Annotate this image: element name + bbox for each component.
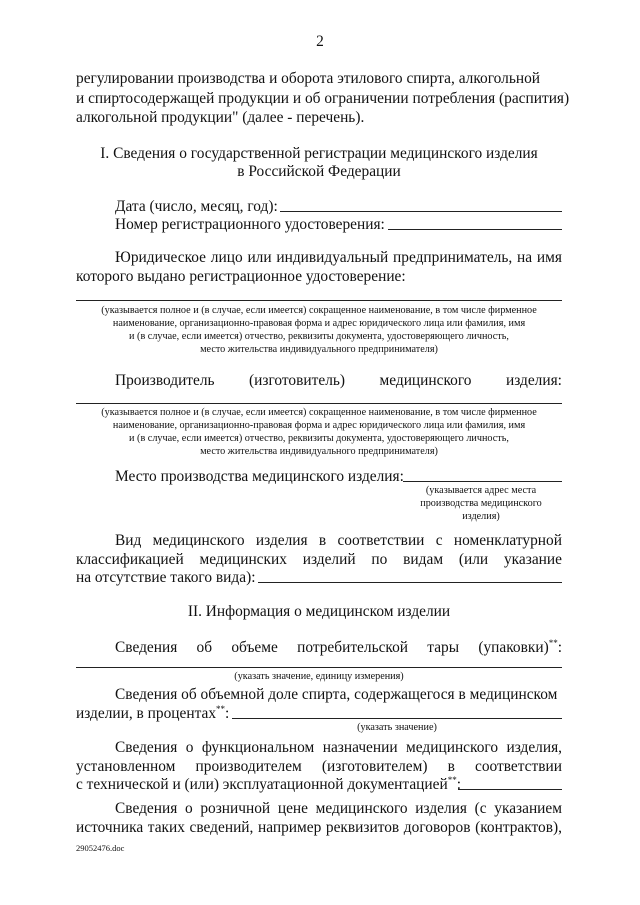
date-label: Дата (число, месяц, год): (115, 198, 278, 215)
holder-hint-3: и (в случае, если имеется) отчество, реквизиты документа, удостоверяющего личность, (129, 331, 509, 342)
manufacturer-hint-2: наименование, организационно-правовая форма и адрес юридического лица или фамилия, имя (112, 420, 526, 431)
production-place-hint-2: производства медицинского (420, 498, 542, 509)
device-type-line-1: Вид медицинского изделия в соответствии с номенклатурной (115, 532, 562, 549)
device-type-line-2: классификацией медицинских изделий по видам (или указание (76, 551, 562, 568)
intro-line-1: регулировании производства и оборота этилового спирта, алкогольной (76, 70, 541, 87)
production-place-field[interactable] (403, 481, 562, 482)
date-field[interactable] (280, 211, 562, 212)
intro-line-3: алкогольной продукции" (далее - перечень). (76, 109, 365, 126)
holder-hint-1: (указывается полное и (в случае, если имеется) сокращенное наименование, в том числе фирменное (101, 305, 537, 316)
holder-line-2: которого выдано регистрационное удостоверение: (76, 268, 406, 285)
holder-hint-2: наименование, организационно-правовая форма и адрес юридического лица или фамилия, имя (112, 318, 526, 329)
production-place-hint-3: изделия) (462, 511, 500, 522)
reg-number-label: Номер регистрационного удостоверения: (115, 216, 385, 233)
alcohol-field[interactable] (232, 718, 562, 719)
page-number: 2 (316, 33, 324, 50)
container-footnote-mark: ** (548, 637, 558, 648)
purpose-line-2: установленном производителем (изготовителем) в соответствии (76, 758, 562, 775)
section-1-title-line-2: в Российской Федерации (237, 163, 401, 180)
purpose-line-3: с технической и (или) эксплуатационной документацией**: (76, 774, 461, 793)
price-line-1: Сведения о розничной цене медицинского изделия (с указанием (115, 800, 562, 817)
purpose-field[interactable] (458, 789, 562, 790)
production-place-label: Место производства медицинского изделия: (115, 468, 404, 485)
alcohol-hint: (указать значение) (357, 722, 437, 733)
section-1-title-line-1: I. Сведения о государственной регистрации медицинского изделия (100, 145, 538, 162)
device-type-field[interactable] (258, 582, 562, 583)
section-2-title: II. Информация о медицинском изделии (187, 603, 451, 620)
container-line: Сведения об объеме потребительской тары (упаковки)**: (115, 637, 562, 656)
doc-id-footer: 29052476.doc (76, 843, 125, 853)
holder-line-1: Юридическое лицо или индивидуальный предприниматель, на имя (115, 249, 562, 266)
container-hint: (указать значение, единицу измерения) (234, 671, 404, 682)
reg-number-field[interactable] (388, 229, 562, 230)
device-type-line-3: на отсутствие такого вида): (76, 569, 256, 586)
alcohol-footnote-mark: ** (216, 703, 226, 714)
intro-line-2: и спиртосодержащей продукции и об ограничении потребления (распития) (76, 90, 570, 107)
production-place-hint-1: (указывается адрес места (425, 485, 537, 496)
holder-hint-4: место жительства индивидуального предпринимателя) (200, 344, 438, 355)
alcohol-line-2: изделии, в процентах**: (76, 703, 230, 722)
manufacturer-line: Производитель (изготовитель) медицинского изделия: (115, 372, 562, 389)
purpose-line-1: Сведения о функциональном назначении медицинского изделия, (115, 739, 562, 756)
container-field[interactable] (76, 667, 562, 668)
holder-field[interactable] (76, 300, 562, 301)
manufacturer-hint-1: (указывается полное и (в случае, если имеется) сокращенное наименование, в том числе фирменное (101, 407, 537, 418)
manufacturer-hint-3: и (в случае, если имеется) отчество, реквизиты документа, удостоверяющего личность, (129, 433, 509, 444)
manufacturer-field[interactable] (76, 403, 562, 404)
price-line-2: источника таких сведений, например реквизитов договоров (контрактов), (76, 819, 562, 836)
manufacturer-hint-4: место жительства индивидуального предпринимателя) (200, 446, 438, 457)
alcohol-line-1: Сведения об объемной доле спирта, содержащегося в медицинском (115, 686, 558, 703)
purpose-footnote-mark: ** (447, 774, 457, 785)
